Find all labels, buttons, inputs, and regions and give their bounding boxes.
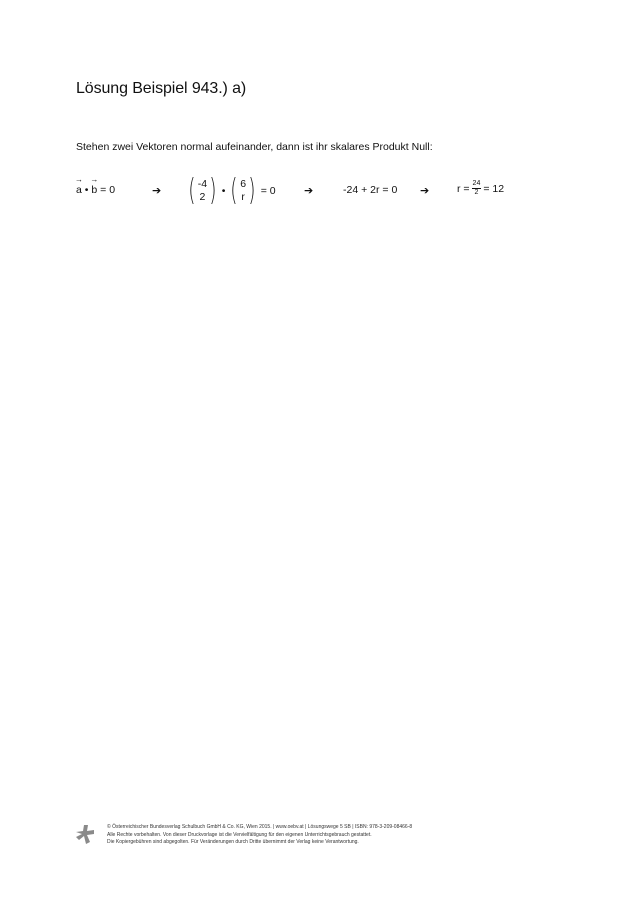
implies-arrow-icon: ➔ xyxy=(420,185,430,197)
fraction xyxy=(472,180,482,197)
dot-product-equation xyxy=(75,175,116,196)
footer-copyright xyxy=(107,824,412,847)
page-title: Lösung Beispiel 943.) a) xyxy=(76,80,247,97)
solution-equation xyxy=(457,180,504,197)
implies-arrow-icon: ➔ xyxy=(304,185,314,197)
footer-line-2: Alle Rechte vorbehalten. Von dieser Druckvorlage ist die Vervielfältigung für den eigenen Unterrichtsgebrauch gestattet. xyxy=(107,831,372,838)
right-paren-icon: ) xyxy=(209,173,217,208)
vector-1-top: -4 xyxy=(197,178,208,190)
fraction-numerator: 24 xyxy=(472,180,481,187)
vector-1-bottom: 2 xyxy=(199,191,206,203)
footer-line-1: © Österreichischer Bundesverlag Schulbuch GmbH & Co. KG, Wien 2015. | www.oebv.at | Lösungswege 5 SB | ISBN: 978-3-209-08466-8 xyxy=(107,824,413,830)
right-paren-icon: ) xyxy=(248,173,256,208)
solution-lhs: r = xyxy=(457,182,470,195)
vector-a: → a xyxy=(75,175,83,196)
footer-line-3: Die Kopiergebühren sind abgegolten. Für Veränderungen durch Dritte übernimmt der Verlag keine Verantwortung. xyxy=(107,839,359,845)
linear-equation: -24 + 2r = 0 xyxy=(343,184,398,196)
equals-zero: = 0 xyxy=(100,184,116,196)
vector-2-top: 6 xyxy=(240,178,247,190)
dot-operator: • xyxy=(221,185,226,197)
fraction-denominator: 2 xyxy=(474,189,479,196)
left-paren-icon: ( xyxy=(230,173,238,208)
implies-arrow-icon: ➔ xyxy=(152,185,162,197)
vector-b: → b xyxy=(90,175,99,196)
intro-text: Stehen zwei Vektoren normal aufeinander, dann ist ihr skalares Produkt Null: xyxy=(76,141,433,153)
publisher-logo-icon xyxy=(74,822,98,846)
vector-2-bottom: r xyxy=(241,191,245,203)
solution-rhs: = 12 xyxy=(483,182,505,195)
left-paren-icon: ( xyxy=(188,173,196,208)
vector-2 xyxy=(240,178,246,204)
vector-1 xyxy=(198,178,207,204)
dot-operator: • xyxy=(84,184,89,196)
equals-zero: = 0 xyxy=(260,185,276,197)
vector-product-equation xyxy=(186,173,276,208)
